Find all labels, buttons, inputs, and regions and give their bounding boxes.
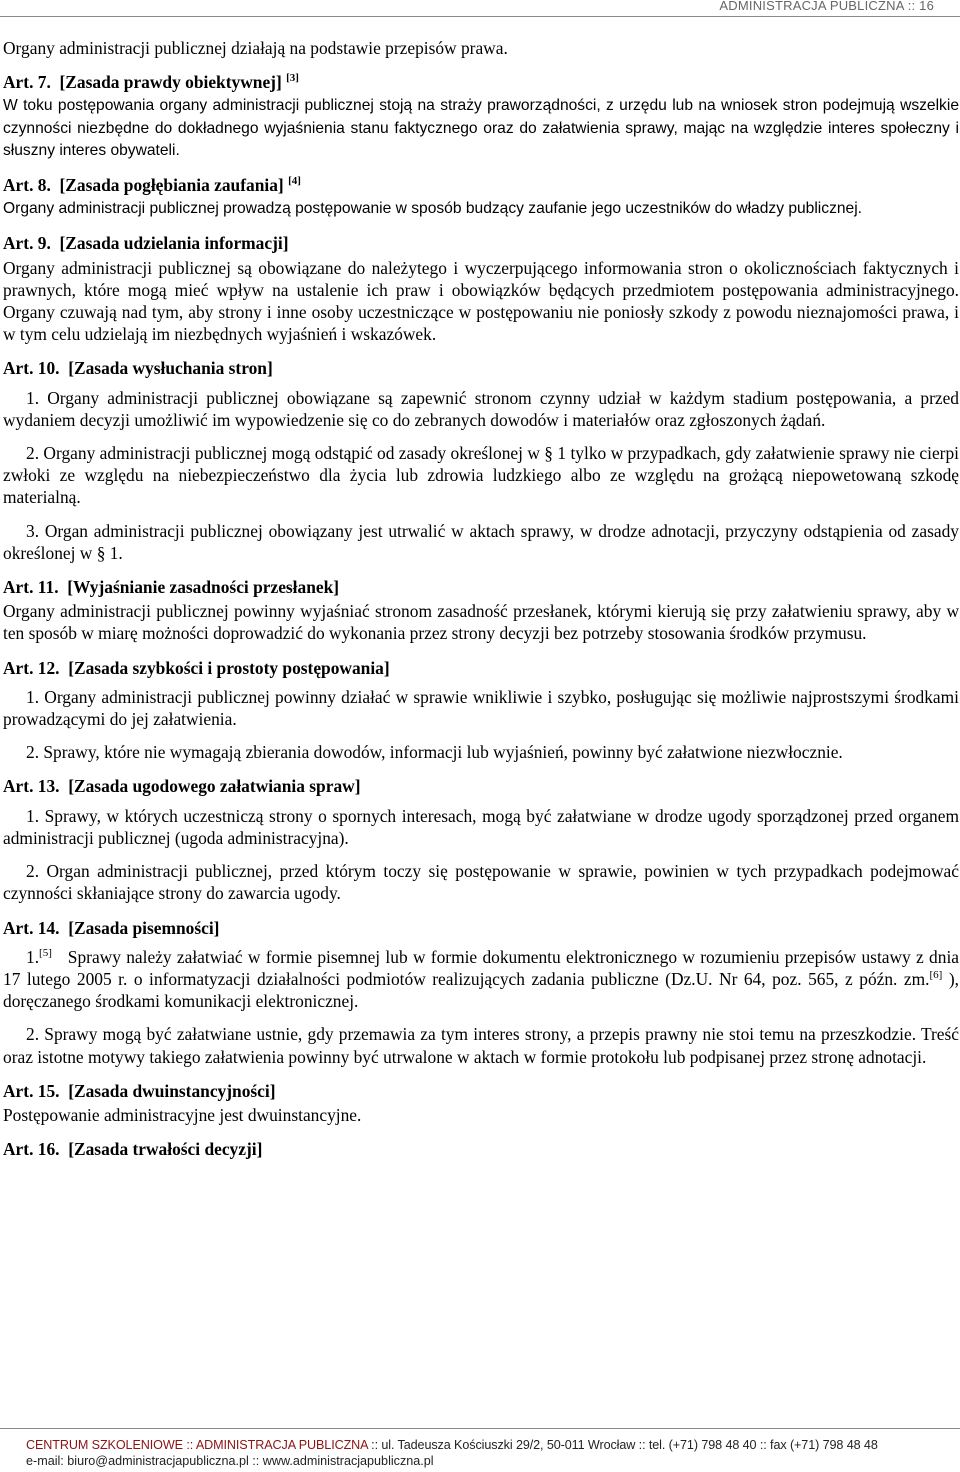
article-14-number: Art. 14. [3, 917, 60, 938]
article-10-paragraph-1: 1. Organy administracji publicznej obowiązane są zapewnić stronom czynny udział w każdym stadium postępowania, a przed wydaniem decyzji umożliwić im wypowiedzenie się co do zebranych dowodów i materiałów oraz zgłoszonych żądań. [3, 387, 959, 430]
article-7 [3, 71, 959, 162]
article-13-paragraph-2: 2. Organ administracji publicznej, przed którym toczy się postępowanie w sprawie, powinien w tych przypadkach podejmować czynności skłaniające strony do zawarcia ugody. [3, 861, 959, 904]
article-11 [3, 576, 959, 645]
article-11-heading [3, 576, 959, 598]
page-footer [0, 1428, 960, 1468]
article-11-text: Organy administracji publicznej powinny wyjaśniać stronom zasadność przesłanek, którymi kierują się przy załatwieniu sprawy, aby w ten sposób w miarę możności doprowadzić do wykonania przez strony decyzji bez potrzeby stosowania środków przymusu. [3, 601, 959, 644]
article-10-heading [3, 357, 959, 379]
article-13-paragraph-1: 1. Sprawy, w których uczestniczą strony o spornych interesach, mogą być załatwiane w drodze ugody sporządzonej przed organem administracji publicznej (ugoda administracyjna). [3, 805, 959, 848]
article-15 [3, 1080, 959, 1126]
article-7-footnote-ref[interactable]: [3] [286, 72, 299, 85]
article-12-heading [3, 657, 959, 679]
article-15-text: Postępowanie administracyjne jest dwuinstancyjne. [3, 1104, 362, 1125]
article-7-text: W toku postępowania organy administracji publicznej stoją na straży praworządności, z urzędu lub na wniosek stron podejmują wszelkie czynności niezbędne do dokładnego wyjaśnienia stanu faktycznego oraz do załatwienia sprawy, mając na względzie interes społeczny i słuszny interes obywateli. [3, 97, 959, 159]
article-13 [3, 775, 959, 904]
article-14-paragraph-1: 1.[5] Sprawy należy załatwiać w formie pisemnej lub w formie dokumentu elektronicznego w rozumieniu przepisów ustawy z dnia 17 lutego 2005 r. o informatyzacji działalności podmiotów realizujących zadania publiczne (Dz.U. Nr 64, poz. 565, z późn. zm.[6] ), doręczanego środkami komunikacji elektronicznej. [3, 946, 959, 1012]
article-12-title: [Zasada szybkości i prostoty postępowania] [68, 657, 390, 678]
article-8-number: Art. 8. [3, 175, 51, 196]
article-10 [3, 357, 959, 564]
footer-contact-line[interactable]: e-mail: biuro@administracjapubliczna.pl :: www.administracjapubliczna.pl [26, 1454, 434, 1468]
article-10-paragraph-3: 3. Organ administracji publicznej obowiązany jest utrwalić w aktach sprawy, w drodze adnotacji, przyczyny odstąpienia od zasady określonej w § 1. [3, 520, 959, 563]
article-9-text: Organy administracji publicznej są obowiązane do należytego i wyczerpującego informowania stron o okolicznościach faktycznych i prawnych, które mogą mieć wpływ na ustalenie ich praw i obowiązków będących przedmiotem postępowania administracyjnego. Organy czuwają nad tym, aby strony i inne osoby uczestniczące w postępowaniu nie poniosły szkody z powodu nieznajomości prawa, i w tym celu udzielają im niezbędnych wyjaśnień i wskazówek. [3, 257, 959, 345]
article-8-footnote-ref[interactable]: [4] [288, 175, 301, 188]
article-13-heading [3, 775, 959, 797]
footer-brand: CENTRUM SZKOLENIOWE :: ADMINISTRACJA PUBLICZNA [26, 1438, 368, 1452]
article-7-number: Art. 7. [3, 72, 51, 93]
article-14-heading [3, 917, 959, 939]
article-16-title: [Zasada trwałości decyzji] [68, 1139, 263, 1160]
article-15-number: Art. 15. [3, 1080, 60, 1101]
article-8-title: [Zasada pogłębiania zaufania] [59, 175, 284, 196]
footer-address: :: ul. Tadeusza Kościuszki 29/2, 50-011 Wrocław :: tel. (+71) 798 48 40 :: fax (+71) 798 48 48 [367, 1438, 878, 1452]
article-13-number: Art. 13. [3, 776, 60, 797]
page-header [0, 0, 960, 16]
article-9-heading [3, 232, 959, 254]
article-16-number: Art. 16. [3, 1139, 60, 1160]
article-16 [3, 1138, 959, 1160]
article-13-title: [Zasada ugodowego załatwiania spraw] [68, 776, 361, 797]
article-7-title: [Zasada prawdy obiektywnej] [59, 72, 282, 93]
article-12 [3, 657, 959, 764]
document-body [3, 37, 959, 1162]
article-14-paragraph-2: 2. Sprawy mogą być załatwiane ustnie, gdy przemawia za tym interes strony, a przepis prawny nie stoi temu na przeszkodzie. Treść oraz istotne motywy takiego załatwienia powinny być utrwalone w aktach w formie protokołu lub podpisanej przez stronę adnotacji. [3, 1024, 959, 1067]
article-8-heading [3, 174, 959, 196]
article-14-title: [Zasada pisemności] [68, 917, 220, 938]
footer-rule [0, 1428, 960, 1429]
article-12-number: Art. 12. [3, 657, 60, 678]
article-9-title: [Zasada udzielania informacji] [59, 233, 289, 254]
article-14-footnote-ref-6[interactable]: [6] [929, 968, 943, 981]
article-14-footnote-ref-5[interactable]: [5] [39, 946, 52, 959]
article-12-paragraph-1: 1. Organy administracji publicznej powinny działać w sprawie wnikliwie i szybko, posługując się możliwie najprostszymi środkami prowadzącymi do jej załatwienia. [3, 686, 959, 730]
article-11-number: Art. 11. [3, 577, 59, 598]
article-9 [3, 232, 959, 345]
article-7-heading [3, 71, 959, 93]
intro-text: Organy administracji publicznej działają na podstawie przepisów prawa. [3, 38, 508, 58]
header-rule [0, 16, 960, 17]
header-title: ADMINISTRACJA PUBLICZNA :: 16 [719, 0, 934, 13]
article-11-title: [Wyjaśnianie zasadności przesłanek] [67, 577, 340, 598]
article-14 [3, 917, 959, 1068]
article-12-paragraph-2: 2. Sprawy, które nie wymagają zbierania dowodów, informacji lub wyjaśnień, powinny być załatwione niezwłocznie. [26, 742, 843, 763]
footer-address-line [0, 1438, 960, 1452]
article-10-paragraph-2: 2. Organy administracji publicznej mogą odstąpić od zasady określonej w § 1 tylko w przypadkach, gdy załatwienie sprawy nie cierpi zwłoki ze względu na niebezpieczeństwo dla życia lub zdrowia ludzkiego albo ze względu na grożącą niepowetowaną szkodę materialną. [3, 443, 959, 508]
article-9-number: Art. 9. [3, 233, 51, 254]
article-10-number: Art. 10. [3, 358, 60, 379]
article-15-heading [3, 1080, 959, 1102]
article-15-title: [Zasada dwuinstancyjności] [68, 1080, 276, 1101]
article-10-title: [Zasada wysłuchania stron] [68, 358, 273, 379]
article-8-text: Organy administracji publicznej prowadzą postępowanie w sposób budzący zaufanie jego uczestników do władzy publicznej. [3, 200, 863, 218]
article-8 [3, 174, 959, 220]
article-16-heading [3, 1138, 959, 1160]
